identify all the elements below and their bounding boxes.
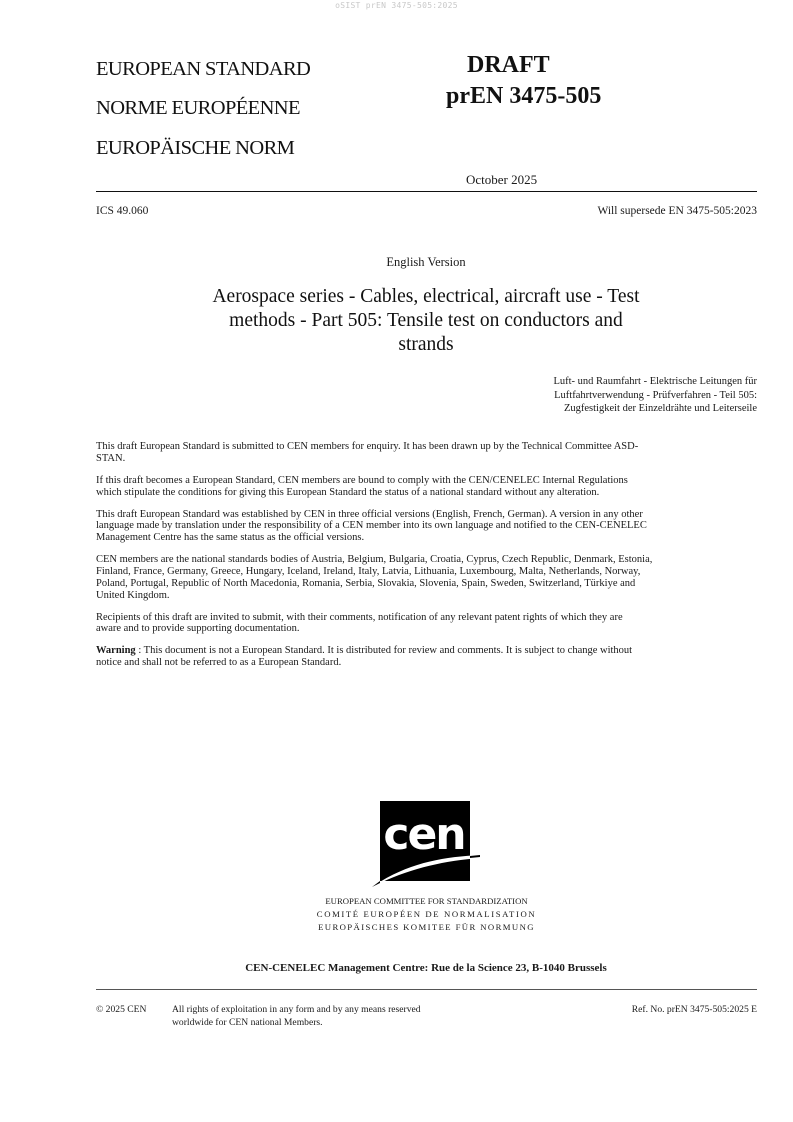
standard-name-en: EUROPEAN STANDARD	[96, 58, 311, 80]
ics-code: ICS 49.060	[96, 205, 149, 217]
title-line: strands	[398, 334, 454, 355]
cen-logo-text: cen	[383, 809, 465, 860]
warning-label: Warning	[96, 645, 136, 657]
german-title-line: Zugfestigkeit der Einzeldrähte und Leiterseile	[563, 403, 757, 414]
paragraph-compliance: If this draft becomes a European Standard, CEN members are bound to comply with the CEN/CENELEC Internal Regulations which stipulate the conditions for giving this European Standard the status of a national standard without any alteration.	[96, 474, 628, 498]
draft-label: DRAFT	[467, 52, 550, 78]
paragraph-members: CEN members are the national standards bodies of Austria, Belgium, Bulgaria, Croatia, Cyprus, Czech Republic, Denmark, Estonia, Finland, France, Germany, Greece, Hungary, Iceland, Ireland, Italy, Latvia, Lithuania, Luxembourg, Malta, Netherlands, Norway, Poland, Portugal, Republic of North Macedonia, Romania, Serbia, Slovakia, Slovenia, Spain, Sweden, Switzerland, Türkiye and United Kingdom.	[96, 554, 653, 601]
footer-rule	[96, 989, 757, 990]
title-line: Aerospace series - Cables, electrical, aircraft use - Test	[212, 286, 640, 307]
language-version: English Version	[386, 255, 466, 269]
management-centre-address: CEN-CENELEC Management Centre: Rue de la Science 23, B-1040 Brussels	[245, 962, 607, 974]
paragraph-versions: This draft European Standard was established by CEN in three official versions (English, French, German). A version in any other language made by translation under the responsibility of a CEN member into its own language and notified to the CEN-CENELEC Management Centre has the same status as the official versions.	[96, 508, 647, 544]
rights-notice: All rights of exploitation in any form and by any means reserved worldwide for CEN national Members.	[172, 1004, 421, 1028]
supersede-note: Will supersede EN 3475-505:2023	[597, 205, 757, 217]
org-name-en: EUROPEAN COMMITTEE FOR STANDARDIZATION	[325, 896, 528, 906]
header-rule	[96, 191, 757, 192]
standard-name-de: EUROPÄISCHE NORM	[96, 137, 295, 159]
standard-number: prEN 3475-505	[446, 83, 602, 109]
paragraph-patents: Recipients of this draft are invited to submit, with their comments, notification of any relevant patent rights of which they are aware and to provide supporting documentation.	[96, 611, 623, 635]
german-title-line: Luft- und Raumfahrt - Elektrische Leitungen für	[553, 376, 757, 387]
german-title	[470, 375, 757, 416]
reference-number: Ref. No. prEN 3475-505:2025 E	[631, 1004, 757, 1015]
document-title	[166, 285, 686, 357]
standard-name-fr: NORME EUROPÉENNE	[96, 97, 300, 119]
publication-date: October 2025	[466, 172, 538, 187]
paragraph-enquiry: This draft European Standard is submitted to CEN members for enquiry. It has been drawn up by the Technical Committee ASD- STAN.	[96, 441, 639, 464]
org-name-de: EUROPÄISCHES KOMITEE FÜR NORMUNG	[318, 922, 535, 932]
copyright: © 2025 CEN	[96, 1004, 147, 1015]
front-matter-text	[96, 441, 760, 679]
title-line: methods - Part 505: Tensile test on conductors and	[229, 310, 623, 331]
cen-logo	[372, 801, 482, 889]
watermark: oSIST prEN 3475-505:2025	[335, 1, 458, 10]
cen-logo-swoosh-tail	[372, 881, 380, 887]
german-title-line: Luftfahrtverwendung - Prüfverfahren - Teil 505:	[554, 389, 757, 401]
paragraph-warning: Warning : This document is not a European Standard. It is distributed for review and comments. It is subject to change without notice and shall not be referred to as a European Standard.	[96, 645, 633, 669]
org-name-fr: COMITÉ EUROPÉEN DE NORMALISATION	[316, 909, 537, 919]
